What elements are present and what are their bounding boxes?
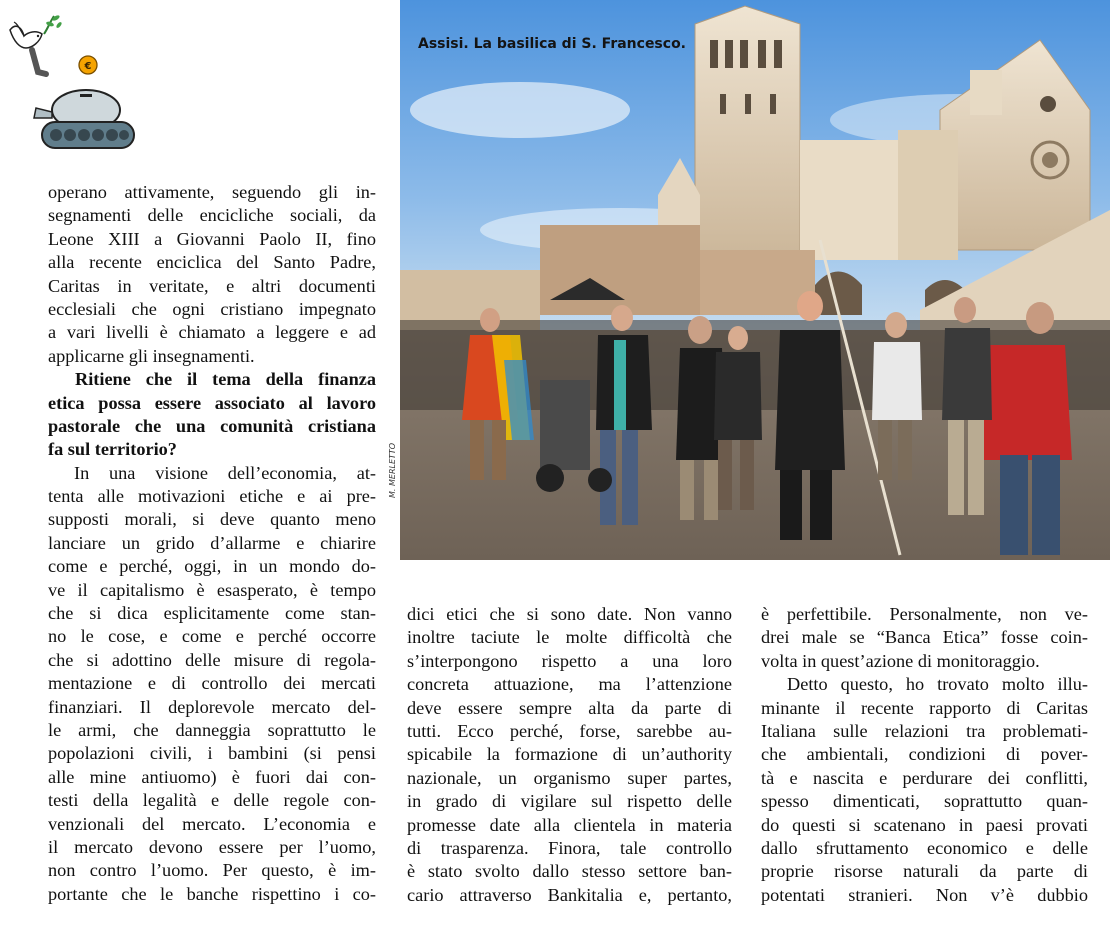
article-column-3: [761, 603, 1088, 907]
text-line: inoltre taciute le molte difficoltà che: [407, 627, 732, 648]
text-line: portante che le banche rispettino i co-: [48, 883, 376, 904]
text-line: non contro l’uomo. Per questo, è im-: [48, 860, 376, 881]
text-line: finanziari. Il deplorevole mercato del-: [48, 696, 376, 717]
text-line: come e perché, oggi, in un mondo do-: [48, 556, 376, 577]
text-line: lanciare un grido d’allarme e chiarire: [48, 532, 376, 553]
text-line: che si dica esplicitamente come stan-: [48, 603, 376, 624]
text-line: operano attivamente, seguendo gli in-: [48, 182, 376, 202]
photo-caption: Assisi. La basilica di S. Francesco.: [418, 36, 687, 52]
text-line: che ambientali, condizioni di pover-: [761, 744, 1088, 765]
text-line: drei male se “Banca Etica” fosse coin-: [761, 627, 1088, 648]
photo-credit: M. MERLETTO: [388, 442, 397, 498]
text-line: il mercato devono essere per l’uomo,: [48, 836, 376, 857]
text-line: do questi si scatenano in paesi provati: [761, 814, 1088, 835]
text-line: deve essere sempre alta da parte di: [407, 697, 732, 718]
text-line: di trasparenza. Finora, tale controllo: [407, 837, 732, 858]
interview-question-line: pastorale che una comunità cristiana: [48, 415, 376, 436]
interview-question-line: fa sul territorio?: [48, 439, 177, 460]
text-line: è stato svolto dallo stesso settore ban-: [407, 861, 732, 882]
text-line: applicarne gli insegnamenti.: [48, 345, 255, 366]
text-line: potentati stranieri. Non v’è dubbio: [761, 884, 1088, 905]
text-line: minante il recente rapporto di Caritas: [761, 697, 1088, 718]
text-line: a vari livelli è chiamato a leggere e ad: [48, 322, 376, 343]
text-line: tenta alle motivazioni etiche e ai pre-: [48, 486, 376, 507]
text-line: spicabile la formazione di un’authority: [407, 744, 732, 765]
text-line: ve il capitalismo è esasperato, è tempo: [48, 579, 376, 600]
text-line: Caritas in veritate, e altri documenti: [48, 275, 376, 296]
euro-coin-symbol: €: [84, 61, 92, 72]
text-line: ecclesiali che ogni cristiano impegnato: [48, 298, 376, 319]
text-line: concreta attuazione, ma l’attenzione: [407, 674, 732, 695]
interview-question-line: Ritiene che il tema della finanza: [75, 369, 376, 390]
dove-tank-illustration: [2, 12, 142, 152]
text-line: mentazione e di controllo dei mercati: [48, 673, 376, 694]
text-line: segnamenti delle encicliche sociali, da: [48, 205, 376, 226]
text-line: cario attraverso Bankitalia e, pertanto,: [407, 884, 732, 905]
text-line: dallo sfruttamento economico e delle: [761, 837, 1088, 858]
text-line: Italiana sulle relazioni tra problemati-: [761, 720, 1088, 741]
text-line: spesso dimenticati, soprattutto quan-: [761, 791, 1088, 812]
text-line: che si adottino delle misure di regola-: [48, 649, 376, 670]
text-line: le armi, che danneggia soprattutto le: [48, 719, 376, 740]
text-line: proprie risorse naturali da parte di: [761, 861, 1088, 882]
text-line: tà e nascita e perdurare dei conflitti,: [761, 767, 1088, 788]
text-line: è perfettibile. Personalmente, non ve-: [761, 604, 1088, 624]
text-line: dici etici che si sono date. Non vanno: [407, 604, 732, 624]
text-line: popolazioni civili, i bambini (si pensi: [48, 743, 376, 764]
text-line: testi della legalità e delle regole con-: [48, 790, 376, 811]
text-line: alle mine antiuomo) è fuori dai con-: [48, 766, 376, 787]
text-line: promesse date alla clientela in materia: [407, 814, 732, 835]
article-column-1: [48, 181, 376, 906]
text-line: in grado di vigilare sul rispetto delle: [407, 791, 732, 812]
text-line: alla recente enciclica del Santo Padre,: [48, 252, 376, 273]
text-line: In una visione dell’economia, at-: [74, 462, 376, 483]
text-line: volta in quest’azione di monitoraggio.: [761, 650, 1040, 671]
interview-question-line: etica possa essere associato al lavoro: [48, 392, 376, 413]
text-line: venzionali del mercato. L’economia e: [48, 813, 376, 834]
text-line: Leone XIII a Giovanni Paolo II, fino: [48, 228, 376, 249]
text-line: Detto questo, ho trovato molto illu-: [787, 674, 1088, 695]
text-line: supposti morali, si deve quanto meno: [48, 509, 376, 530]
text-line: no le cose, e come e perché occorre: [48, 626, 376, 647]
text-line: nazionale, un organismo super partes,: [407, 767, 732, 788]
text-line: s’interpongono rispetto a una loro: [407, 650, 732, 671]
assisi-basilica-photo: [400, 0, 1110, 560]
text-line: tutti. Ecco perché, forse, sarebbe au-: [407, 720, 732, 741]
article-column-2: [407, 603, 732, 907]
